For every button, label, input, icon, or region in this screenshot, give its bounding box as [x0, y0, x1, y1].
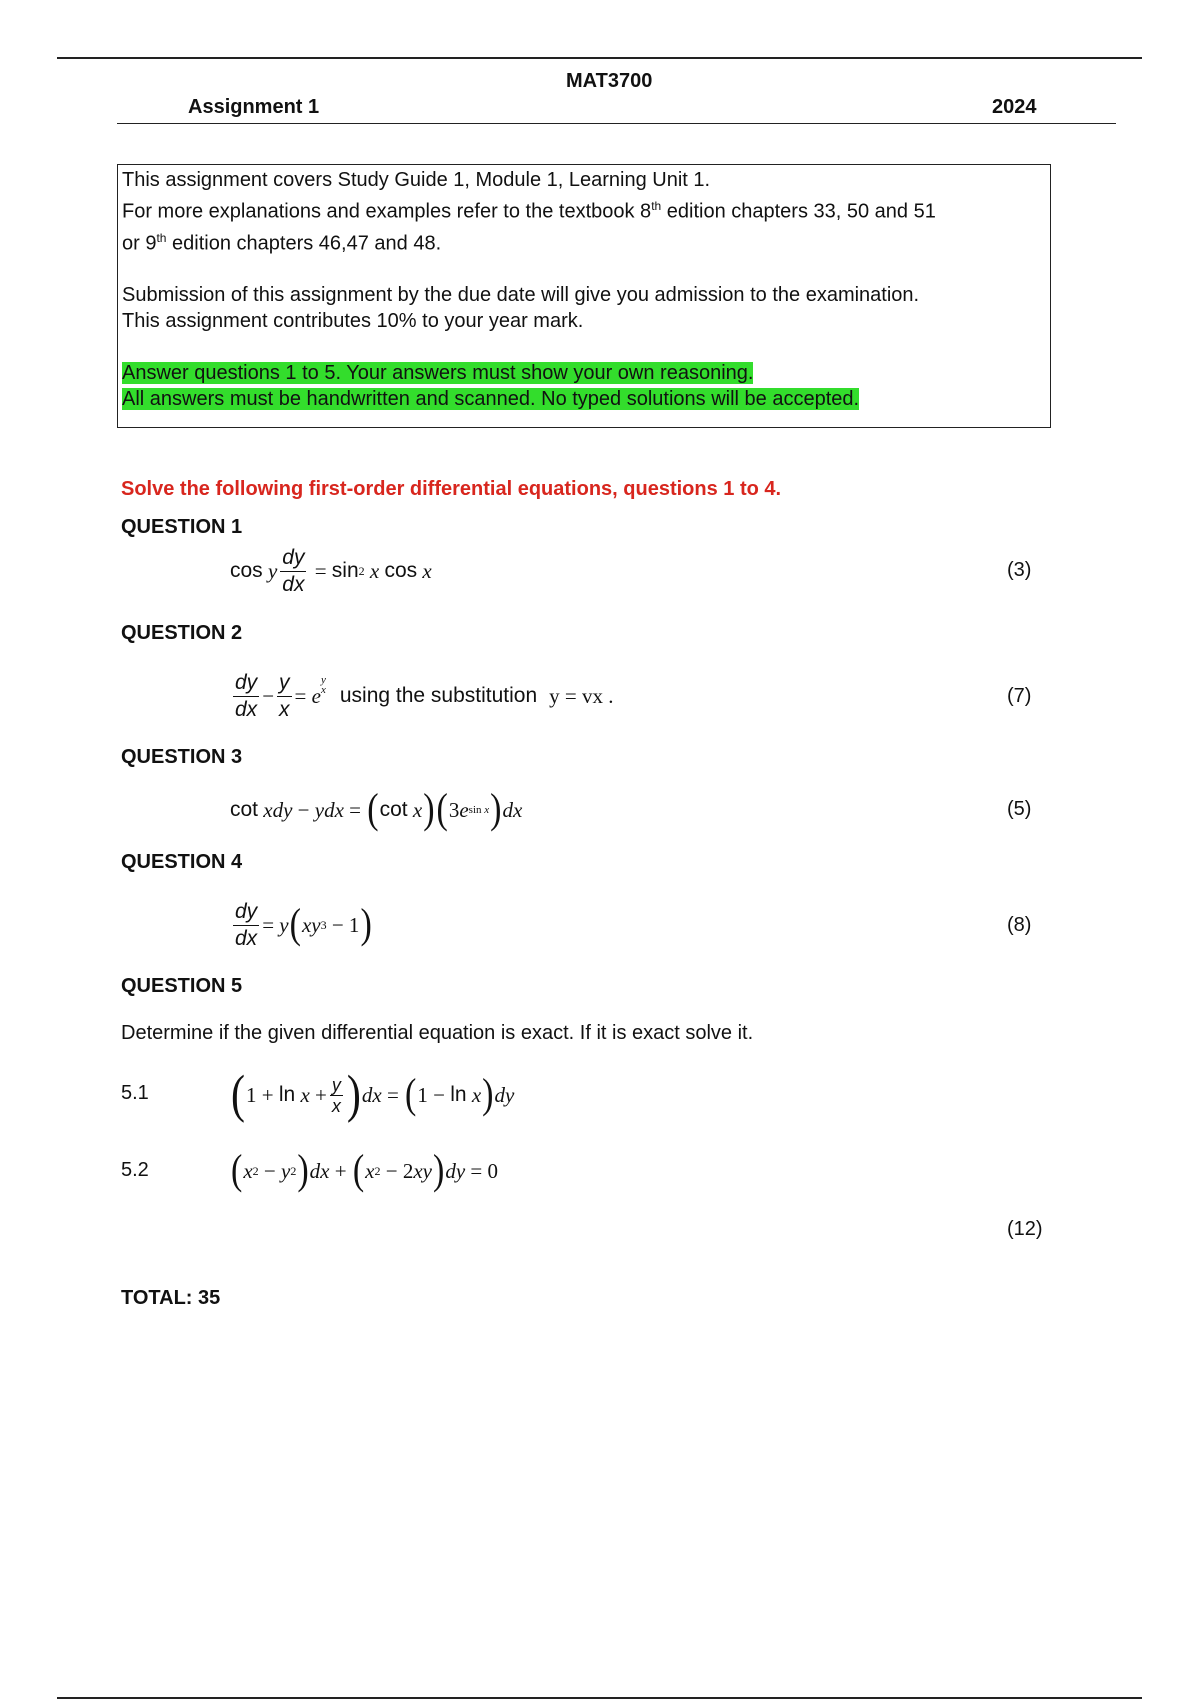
instruction-text: Solve the following first-order differential equations, questions 1 to 4. [121, 478, 782, 500]
header-rule [117, 123, 1116, 124]
marks: (7) [1007, 685, 1032, 707]
assignment-year: 2024 [992, 96, 1037, 118]
question-prompt: Determine if the given differential equation is exact. If it is exact solve it. [121, 1022, 754, 1044]
info-highlight: All answers must be handwritten and scanned. No typed solutions will be accepted. [122, 388, 860, 411]
info-line: Submission of this assignment by the due date will give you admission to the examination. [122, 284, 920, 307]
substitution-text: using the substitution [339, 684, 538, 707]
info-box [117, 164, 1051, 428]
info-line: For more explanations and examples refer to the textbook 8th edition chapters 33, 50 and 51 [122, 199, 936, 223]
info-line: This assignment covers Study Guide 1, Module 1, Learning Unit 1. [122, 169, 711, 191]
question-heading: QUESTION 4 [121, 851, 243, 873]
question-heading: QUESTION 2 [121, 622, 243, 644]
equation-5-1: ( 1 + ln x + $\frac{y}{x}$ ) dx = ( 1 − ln x ) dy [231, 1066, 515, 1124]
question-heading: QUESTION 3 [121, 746, 243, 768]
equation-q3: cot xdy − ydx = ( cot x ) ( 3 e sin x ) dx [230, 786, 523, 833]
marks: (8) [1007, 914, 1032, 936]
marks: (5) [1007, 798, 1032, 820]
assignment-title: Assignment 1 [188, 96, 320, 118]
question-heading: QUESTION 5 [121, 975, 243, 997]
total-marks: TOTAL: 35 [121, 1287, 221, 1309]
marks: (12) [1007, 1218, 1043, 1240]
part-label: 5.2 [121, 1159, 149, 1181]
equation-5-2: ( x 2 − y 2 ) dx + ( x 2 − 2 xy ) dy = 0 [231, 1147, 498, 1194]
part-label: 5.1 [121, 1082, 149, 1104]
equation-q1: cos y $\frac{dy}{dx}$ = sin 2 x cos x [230, 545, 432, 596]
equation-q4: $\frac{dy}{dx}$ = y ( xy 3 − 1 ) [235, 899, 372, 950]
question-heading: QUESTION 1 [121, 516, 243, 538]
course-code: MAT3700 [566, 70, 653, 92]
bottom-rule [57, 1697, 1142, 1699]
info-line: or 9th edition chapters 46,47 and 48. [122, 230, 442, 255]
substitution-expr: y = vx . [549, 683, 614, 708]
marks: (3) [1007, 559, 1032, 581]
equation-q2: $\frac{dy}{dx}$ − $\frac{y}{x}$ = e y x using the substitution y = vx . [235, 670, 614, 721]
top-rule [57, 57, 1142, 59]
info-line: This assignment contributes 10% to your year mark. [122, 310, 584, 333]
info-highlight: Answer questions 1 to 5. Your answers must show your own reasoning. [122, 362, 754, 385]
